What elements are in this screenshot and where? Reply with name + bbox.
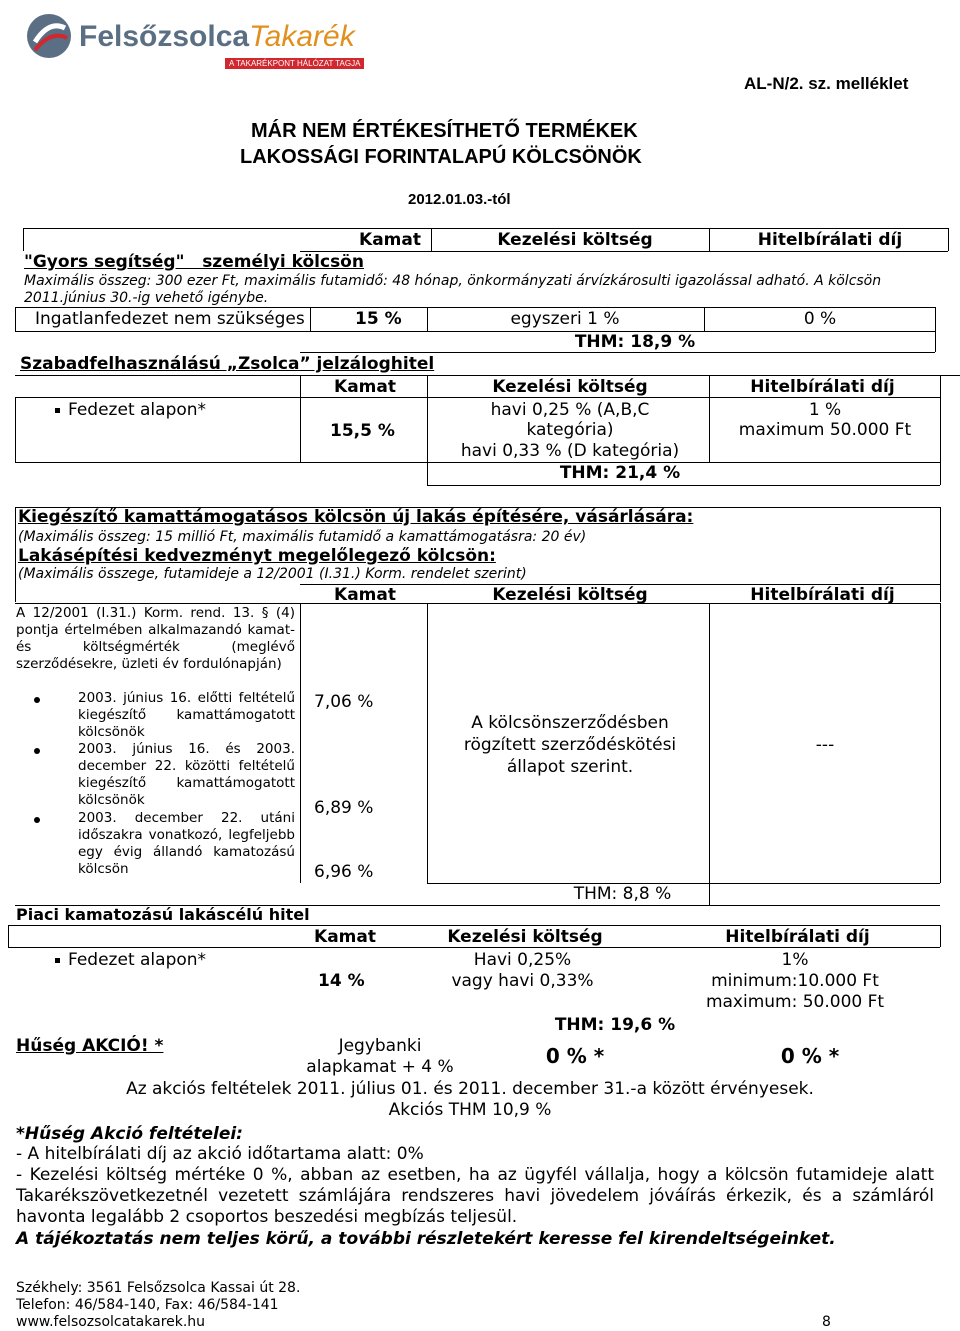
bullet-icon [34,697,40,703]
logo-name-part2: Takarék [249,20,355,53]
akcio-conditions-title: *Hűség Akció feltételei: [16,1124,243,1144]
akcio-kezelesi: 0 % * [545,1044,605,1068]
s2-row-label: Fedezet alapon* [68,400,207,420]
s4-hitel-1: 1% [781,950,809,970]
s3-kezelesi-3: állapot szerint. [506,757,634,777]
s2-title: Szabadfelhasználású „Zsolca” jelzáloghitel [20,354,435,374]
akcio-kamat-1: Jegybanki [338,1036,422,1056]
list-item: 2003. június 16. előtti feltételű kiegészítő kamattámogatott kölcsönök [16,690,295,741]
s3-kezelesi-1: A kölcsönszerződésben [471,713,669,733]
logo [25,6,361,76]
title-line2: LAKOSSÁGI FORINTALAPÚ KÖLCSÖNÖK [240,146,642,168]
s4-kezelesi-2: vagy havi 0,33% [451,971,594,991]
akcio-cond1: - A hitelbírálati díj az akció időtartama alatt: 0% [16,1144,424,1164]
date: 2012.01.03.-tól [408,191,511,208]
s1-header-hitel: Hitelbírálati díj [757,230,903,250]
s3-hitel: --- [815,735,835,755]
s2-header-kezelesi: Kezelési költség [492,377,648,397]
s3-subnote: (Maximális összege, futamideje a 12/2001 (I.31.) Korm. rendelet szerint) [18,566,527,582]
bullet-icon [34,817,40,823]
s2-kezelesi-3: havi 0,33 % (D kategória) [460,441,680,461]
s3-rate-1: 7,06 % [314,692,374,712]
s2-header-hitel: Hitelbírálati díj [750,377,895,397]
akcio-hitel: 0 % * [780,1044,840,1068]
s4-thm: THM: 19,6 % [554,1015,676,1035]
s2-kamat: 15,5 % [330,421,395,441]
s4-row [55,950,206,970]
s3-rate-3: 6,96 % [314,862,374,882]
s2-kezelesi-1: havi 0,25 % (A,B,C [490,400,650,420]
s3-header-hitel: Hitelbírálati díj [750,585,895,605]
s2-hitel-2: maximum 50.000 Ft [738,420,912,440]
s2-thm: THM: 21,4 % [559,463,681,483]
akcio-validity: Az akciós feltételek 2011. július 01. és 2011. december 31.-a között érvényesek. [126,1079,814,1099]
logo-name-part1: Felsőzsolca [79,20,250,53]
akcio-thm: Akciós THM 10,9 % [388,1100,552,1120]
s4-kezelesi-1: Havi 0,25% [473,950,572,970]
s4-kamat: 14 % [318,971,365,991]
s4-header-kamat: Kamat [314,927,376,947]
bullet-square-icon [55,958,60,963]
footer-web[interactable]: www.felsozsolcatakarek.hu [16,1314,206,1330]
akcio-label: Hűség AKCIÓ! * [16,1036,164,1056]
s3-thm: THM: 8,8 % [573,884,672,904]
s1-thm: THM: 18,9 % [574,332,696,352]
akcio-cond2: - Kezelési költség mértéke 0 %, abban az esetben, ha az ügyfél vállalja, hogy a kölcsön futamideje alatt Takarékszövetkezetnél vezetett számlájára rendszeres havi jövedelem jóváírás érkezik, és a számláról havonta legalább 2 csoportos beszedési megbízás teljesül. [16,1165,934,1227]
list-item: 2003. december 22. utáni időszakra vonatkozó, legfeljebb egy évig állandó kamatozású kölcsön [16,810,295,878]
s4-hitel-2: minimum:10.000 Ft [711,971,879,991]
footer-phone: Telefon: 46/584-140, Fax: 46/584-141 [16,1297,279,1313]
s1-title: "Gyors segítség" személyi kölcsön [24,252,364,272]
s1-header-kezelesi: Kezelési költség [497,230,653,250]
logo-mark-icon [25,12,73,60]
s1-kezelesi: egyszeri 1 % [510,309,620,329]
title-line1: MÁR NEM ÉRTÉKESÍTHETŐ TERMÉKEK [251,120,638,142]
s3-header-kezelesi: Kezelési költség [492,585,648,605]
s1-hitel: 0 % [803,309,837,329]
bullet-icon [34,748,40,754]
akcio-disclaimer: A tájékoztatás nem teljes körű, a további részletekért keresse fel kirendeltségeinket. [16,1229,836,1249]
s1-kamat: 15 % [355,309,402,329]
page-number: 8 [822,1314,831,1330]
s2-row [55,400,206,420]
s2-hitel-1: 1 % [808,400,842,420]
annex-label: AL-N/2. sz. melléklet [744,74,909,93]
s3-intro: A 12/2001 (I.31.) Korm. rend. 13. § (4) pontja értelmében alkalmazandó kamat- és költségmérték (meglévő szerződésekre, üzleti év fordulónapján) [16,605,295,672]
s4-header-hitel: Hitelbírálati díj [725,927,870,947]
list-item: 2003. június 16. és 2003. december 22. közötti feltételű kiegészítő kamattámogatott kölcsönök [16,741,295,809]
s4-title: Piaci kamatozású lakáscélú hitel [16,905,310,924]
s2-kezelesi-2: kategória) [526,420,614,440]
bullet-square-icon [55,408,60,413]
akcio-kamat-2: alapkamat + 4 % [306,1057,454,1077]
s1-note: Maximális összeg: 300 ezer Ft, maximális futamidő: 48 hónap, önkormányzati árvízkárosulti igazolással adható. A kölcsön 2011.június 30.-ig vehető igénybe. [24,273,882,306]
s4-hitel-3: maximum: 50.000 Ft [705,992,885,1012]
s3-kezelesi-2: rögzített szerződéskötési [463,735,677,755]
s3-rate-2: 6,89 % [314,798,374,818]
s3-subtitle: Lakásépítési kedvezményt megelőlegező kölcsön: [18,546,496,566]
s1-row-label: Ingatlanfedezet nem szükséges [35,309,305,329]
s3-note: (Maximális összeg: 15 millió Ft, maximális futamidő a kamattámogatásra: 20 év) [18,529,587,545]
s4-header-kezelesi: Kezelési költség [447,927,603,947]
s1-header-kamat: Kamat [359,230,421,250]
footer-address: Székhely: 3561 Felsőzsolca Kassai út 28. [16,1280,301,1296]
s3-header-kamat: Kamat [334,585,396,605]
s2-header-kamat: Kamat [334,377,396,397]
s4-row-label: Fedezet alapon* [68,950,207,970]
s3-title: Kiegészítő kamattámogatásos kölcsön új lakás építésére, vásárlására: [18,507,694,527]
logo-tagline: A TAKARÉKPONT HÁLÓZAT TAGJA [225,58,364,69]
